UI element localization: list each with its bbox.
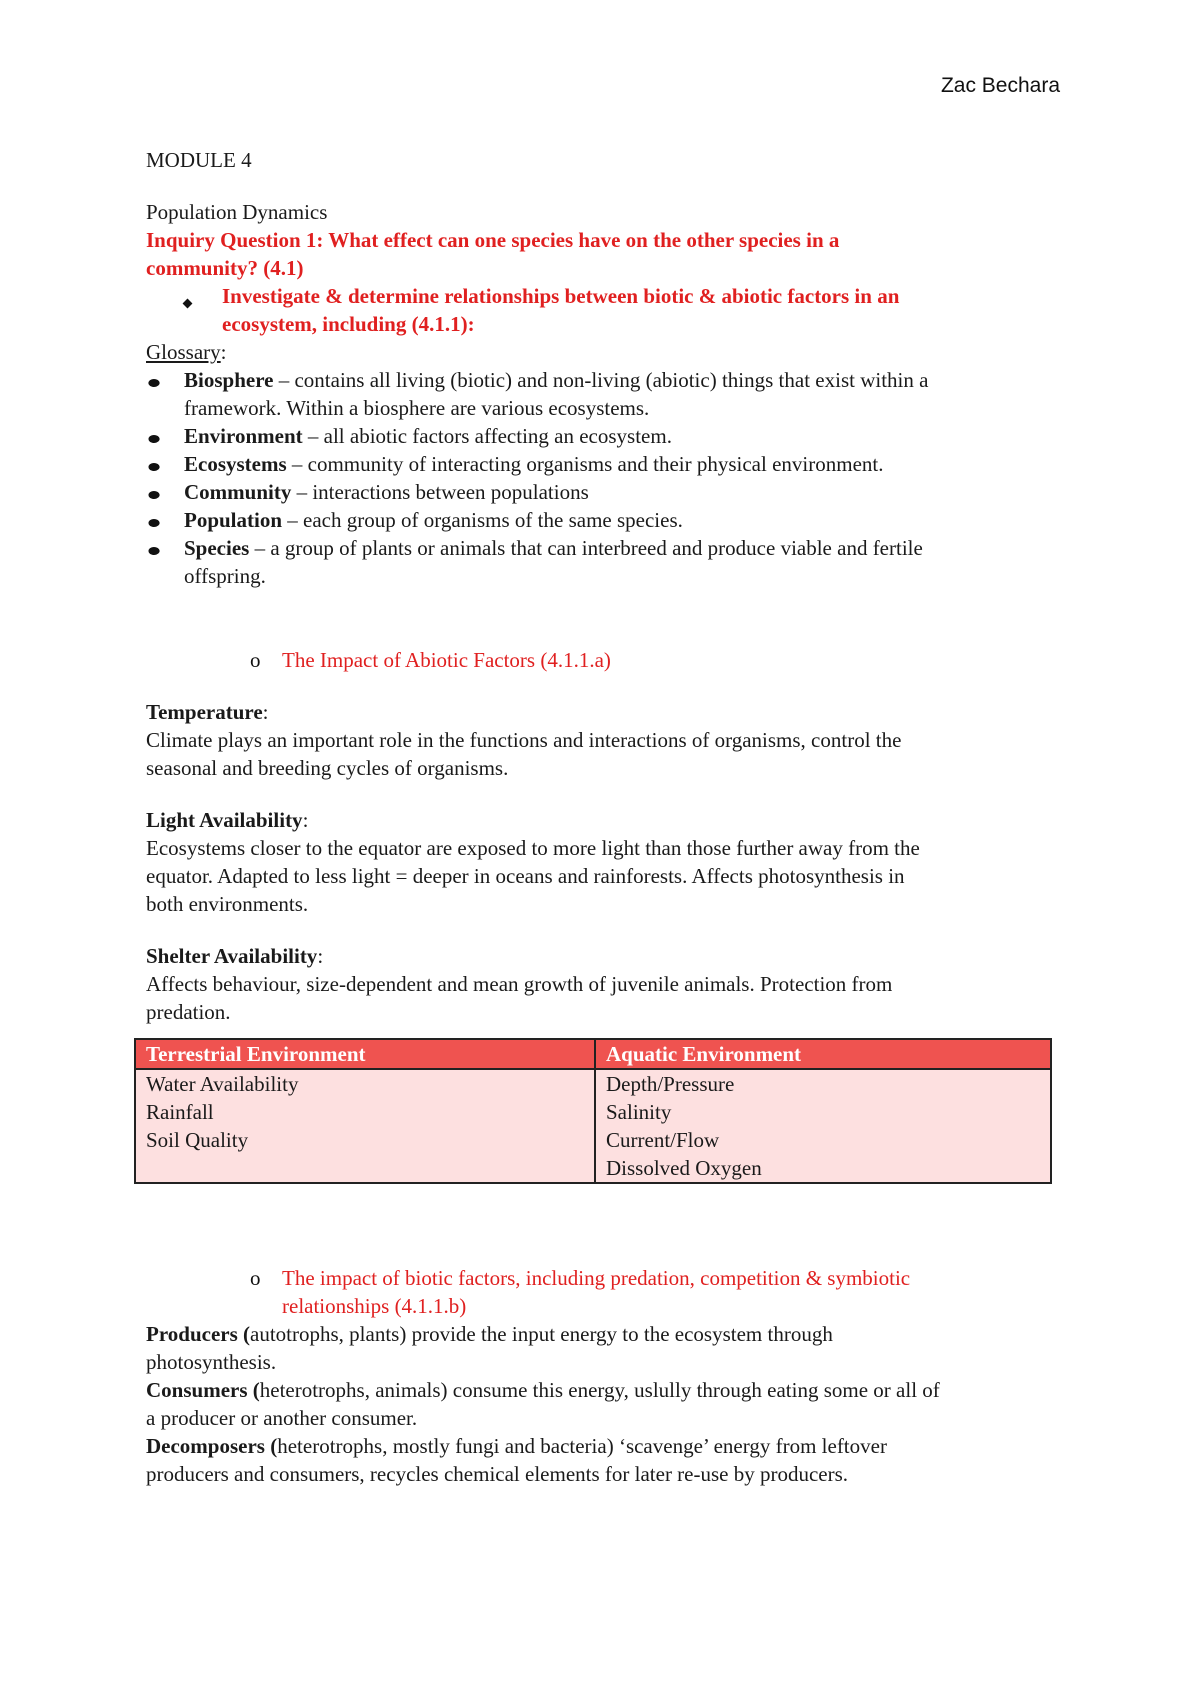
table-header-aquatic: Aquatic Environment bbox=[595, 1039, 1051, 1069]
shelter-text-1: Affects behaviour, size-dependent and mean growth of juvenile animals. Protection from bbox=[146, 972, 893, 996]
glossary-def: – each group of organisms of the same species. bbox=[282, 508, 683, 532]
glossary-def-cont: framework. Within a biosphere are various ecosystems. bbox=[184, 396, 650, 420]
topic-title: Population Dynamics bbox=[146, 200, 328, 224]
table-cell-item: Current/Flow bbox=[606, 1128, 720, 1152]
temperature-heading bbox=[146, 698, 1076, 726]
document-body bbox=[146, 146, 1076, 1488]
table-cell-item: Rainfall bbox=[146, 1100, 214, 1124]
glossary-title: Glossary bbox=[146, 340, 221, 364]
shelter-colon: : bbox=[317, 944, 324, 968]
temperature-text-1: Climate plays an important role in the functions and interactions of organisms, control the bbox=[146, 728, 902, 752]
terrestrial-cell bbox=[135, 1069, 595, 1183]
temperature-text-2: seasonal and breeding cycles of organisms. bbox=[146, 756, 509, 780]
glossary-term: Population bbox=[184, 508, 283, 532]
biotic-heading-1: The impact of biotic factors, including predation, competition & symbiotic bbox=[282, 1266, 911, 1290]
shelter-text-2: predation. bbox=[146, 1000, 231, 1024]
table-cell-item: Soil Quality bbox=[146, 1128, 249, 1152]
glossary-item-community bbox=[146, 478, 1076, 506]
glossary-def: – community of interacting organisms and their physical environment. bbox=[286, 452, 884, 476]
glossary-item-biosphere bbox=[146, 366, 1076, 422]
bullet-icon bbox=[146, 422, 184, 450]
table-header-row bbox=[135, 1039, 1051, 1069]
investigate-line1: Investigate & determine relationships between biotic & abiotic factors in an bbox=[222, 284, 900, 308]
light-colon: : bbox=[302, 808, 309, 832]
light-title: Light Availability bbox=[146, 808, 303, 832]
consumers-def: heterotrophs, animals) consume this energy, uslully through eating some or all of bbox=[259, 1378, 940, 1402]
investigate-bullet bbox=[184, 282, 1076, 338]
glossary-list bbox=[146, 366, 1076, 590]
author-name: Zac Bechara bbox=[940, 74, 1060, 97]
glossary-item-ecosystems bbox=[146, 450, 1076, 478]
bullet-icon bbox=[146, 534, 184, 562]
glossary-term: Environment bbox=[184, 424, 303, 448]
bullet-icon bbox=[146, 450, 184, 478]
glossary-item-species bbox=[146, 534, 1076, 590]
consumers-term: Consumers ( bbox=[146, 1378, 260, 1402]
abiotic-section-heading bbox=[250, 646, 1076, 674]
investigate-line2: ecosystem, including (4.1.1): bbox=[222, 312, 475, 336]
producers-text-1 bbox=[146, 1320, 1076, 1348]
module-title: MODULE 4 bbox=[146, 148, 252, 172]
decomposers-text-2: producers and consumers, recycles chemical elements for later re-use by producers. bbox=[146, 1462, 849, 1486]
decomposers-text-1 bbox=[146, 1432, 1076, 1460]
producers-term: Producers ( bbox=[146, 1322, 251, 1346]
temperature-title: Temperature bbox=[146, 700, 263, 724]
shelter-title: Shelter Availability bbox=[146, 944, 318, 968]
consumers-text-1 bbox=[146, 1376, 1076, 1404]
table-cell-item: Depth/Pressure bbox=[606, 1072, 735, 1096]
abiotic-heading: The Impact of Abiotic Factors (4.1.1.a) bbox=[282, 648, 611, 672]
table-row bbox=[135, 1069, 1051, 1183]
glossary-def-cont: offspring. bbox=[184, 564, 266, 588]
environment-table bbox=[134, 1038, 1052, 1184]
glossary-term: Biosphere bbox=[184, 368, 274, 392]
producers-text-2: photosynthesis. bbox=[146, 1350, 277, 1374]
glossary-term: Ecosystems bbox=[184, 452, 287, 476]
light-heading bbox=[146, 806, 1076, 834]
table-header-terrestrial: Terrestrial Environment bbox=[135, 1039, 595, 1069]
light-text-3: both environments. bbox=[146, 892, 309, 916]
temperature-colon: : bbox=[262, 700, 269, 724]
table-cell-item: Dissolved Oxygen bbox=[606, 1156, 762, 1180]
glossary-colon: : bbox=[220, 340, 227, 364]
decomposers-term: Decomposers ( bbox=[146, 1434, 278, 1458]
biotic-heading-2: relationships (4.1.1.b) bbox=[282, 1294, 467, 1318]
bullet-icon bbox=[146, 366, 184, 394]
table-cell-item: Water Availability bbox=[146, 1072, 299, 1096]
bullet-icon bbox=[184, 282, 222, 314]
glossary-def: – interactions between populations bbox=[291, 480, 589, 504]
producers-def: autotrophs, plants) provide the input energy to the ecosystem through bbox=[250, 1322, 833, 1346]
list-marker-icon: o bbox=[250, 1266, 261, 1290]
list-marker-icon: o bbox=[250, 648, 261, 672]
aquatic-cell bbox=[595, 1069, 1051, 1183]
glossary-item-population bbox=[146, 506, 1076, 534]
light-text-1: Ecosystems closer to the equator are exposed to more light than those further away from the bbox=[146, 836, 920, 860]
glossary-term: Community bbox=[184, 480, 292, 504]
biotic-section-heading bbox=[250, 1264, 1076, 1320]
inquiry-question-line2: community? (4.1) bbox=[146, 256, 304, 280]
inquiry-question-line1: Inquiry Question 1: What effect can one species have on the other species in a bbox=[146, 228, 840, 252]
table-cell-item: Salinity bbox=[606, 1100, 672, 1124]
bullet-icon bbox=[146, 478, 184, 506]
consumers-text-2: a producer or another consumer. bbox=[146, 1406, 418, 1430]
glossary-item-environment bbox=[146, 422, 1076, 450]
glossary-def: – a group of plants or animals that can interbreed and produce viable and fertile bbox=[249, 536, 923, 560]
decomposers-def: heterotrophs, mostly fungi and bacteria) ‘scavenge’ energy from leftover bbox=[277, 1434, 887, 1458]
glossary-term: Species bbox=[184, 536, 250, 560]
glossary-def: – all abiotic factors affecting an ecosystem. bbox=[302, 424, 672, 448]
light-text-2: equator. Adapted to less light = deeper in oceans and rainforests. Affects photosynthesis in bbox=[146, 864, 905, 888]
shelter-heading bbox=[146, 942, 1076, 970]
glossary-def: – contains all living (biotic) and non-living (abiotic) things that exist within a bbox=[273, 368, 929, 392]
bullet-icon bbox=[146, 506, 184, 534]
glossary-heading bbox=[146, 338, 1076, 366]
